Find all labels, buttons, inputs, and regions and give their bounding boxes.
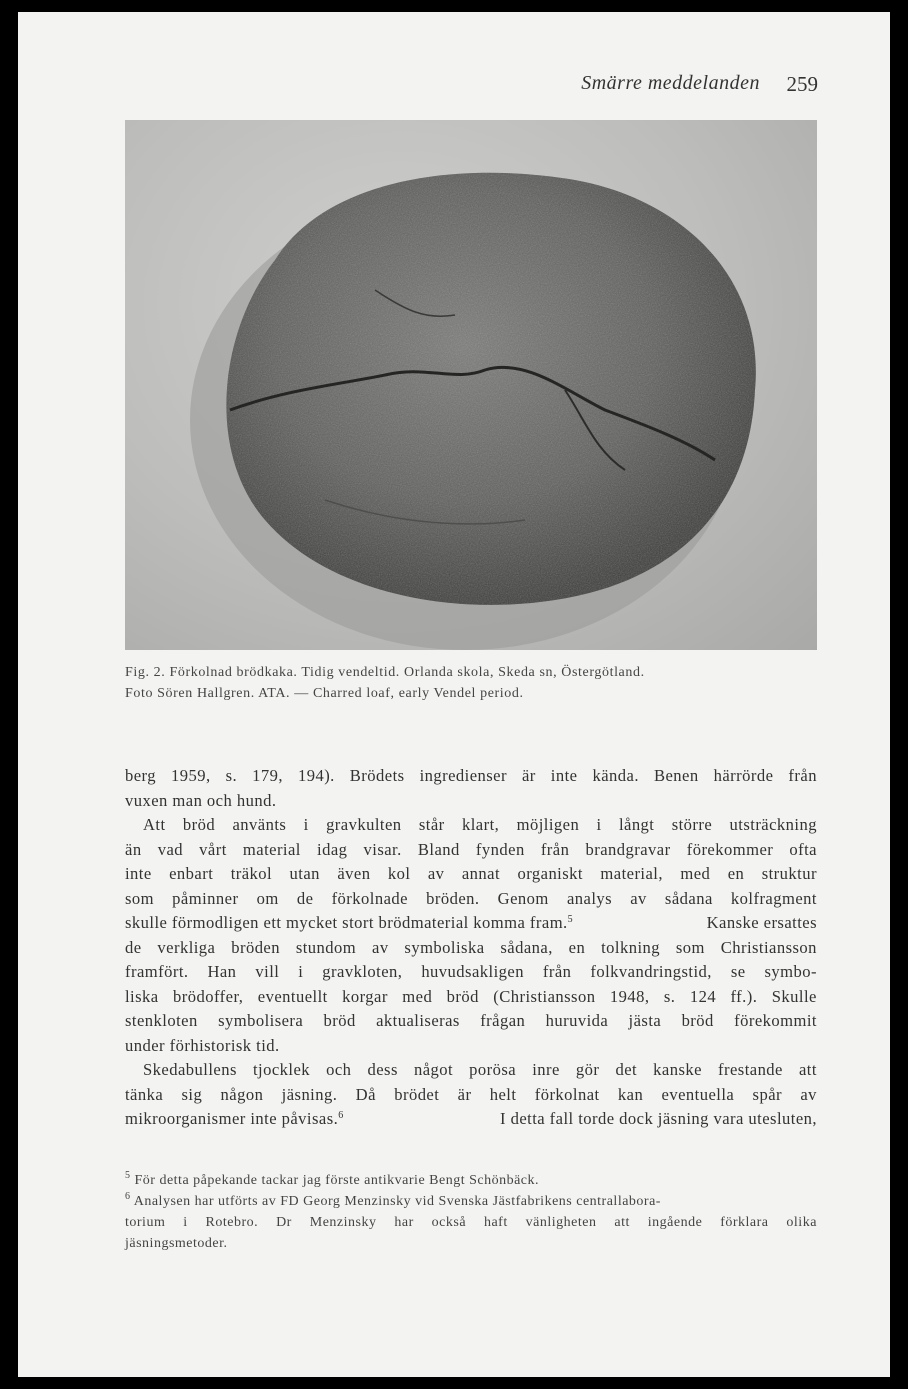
word: 124: [689, 986, 717, 1006]
word: aktualiseras: [376, 1011, 460, 1030]
word: organiskt: [517, 864, 583, 883]
word: i: [596, 815, 602, 834]
word: att: [798, 1060, 817, 1079]
word: tolkning: [601, 937, 660, 957]
word: bröden.: [426, 888, 480, 908]
body-line-with-footnote: [125, 911, 817, 936]
word: härrörde: [713, 766, 774, 785]
page-number: 259: [786, 72, 818, 96]
word: analys: [566, 888, 613, 908]
word: med: [402, 986, 433, 1006]
word: verkliga: [157, 937, 216, 957]
word: långt: [618, 815, 655, 834]
footnote-ref-6[interactable]: 6: [338, 1110, 344, 1121]
word: bröd: [323, 1011, 356, 1030]
word: inre: [532, 1060, 560, 1079]
word: 1959,: [171, 766, 211, 785]
word: brödoffer,: [173, 986, 244, 1006]
word: symbolisera: [218, 1011, 304, 1030]
word: stundom: [295, 937, 357, 957]
word: om: [256, 888, 279, 908]
word: korgar: [342, 986, 388, 1006]
running-title: Smärre meddelanden: [581, 72, 760, 94]
caption-line: Foto Sören Hallgren. ATA. — Charred loaf, early Vendel period.: [125, 686, 524, 701]
word: huvudsakligen: [421, 962, 524, 981]
word: fynden: [475, 839, 525, 859]
word: vill: [255, 962, 280, 981]
word: förkolnat: [534, 1084, 600, 1104]
word: och: [326, 1060, 352, 1079]
word: bröden: [231, 937, 280, 957]
charred-loaf-image: [125, 120, 817, 650]
word: sådana,: [500, 937, 553, 957]
word: med: [680, 864, 711, 883]
word: folkvandringstid,: [590, 962, 712, 981]
word: berg: [125, 766, 156, 785]
footnote-text: Analysen har utförts av FD Georg Menzinsky vid Svenska Jästfabrikens centrallabora-: [133, 1194, 661, 1209]
word: det: [615, 1060, 638, 1079]
word: någon: [220, 1084, 264, 1104]
word: brödet: [394, 1084, 440, 1104]
word: även: [337, 864, 371, 883]
footnote-ref-5[interactable]: 5: [567, 914, 574, 925]
word: symboliska: [404, 937, 485, 957]
word: träkol: [230, 864, 273, 883]
word: en: [568, 937, 586, 957]
word: klart,: [461, 815, 500, 834]
word: kolfragment: [730, 888, 817, 908]
word: stenkloten: [125, 1011, 198, 1030]
word: sig: [181, 1084, 203, 1104]
word: Då: [355, 1084, 376, 1104]
word: spår: [752, 1084, 782, 1104]
word: i: [183, 1215, 188, 1230]
body-line: [125, 764, 817, 789]
word: utsträckning: [729, 815, 817, 834]
body-line: [125, 936, 817, 961]
word: Christiansson: [720, 937, 817, 957]
word: helt: [489, 1084, 517, 1104]
word: de: [296, 888, 314, 908]
word: är: [457, 1084, 472, 1104]
caption-line: Fig. 2. Förkolnad brödkaka. Tidig vendeltid. Orlanda skola, Skeda sn, Östergötland.: [125, 665, 645, 680]
word: Benen: [653, 766, 699, 785]
body-text-fragment: I detta fall torde dock jäsning vara utesluten,: [500, 1109, 817, 1128]
body-line: [125, 1083, 817, 1108]
word: s.: [663, 986, 676, 1006]
word: sådana: [664, 888, 713, 908]
word: förklara: [720, 1215, 769, 1230]
word: annat: [461, 864, 501, 883]
body-line-with-footnote: [125, 1107, 817, 1132]
word: brandgravar: [585, 839, 671, 859]
word: dess: [367, 1060, 398, 1079]
word: 1948,: [609, 986, 650, 1006]
word: kända.: [592, 766, 639, 785]
word: ff.).: [730, 986, 758, 1006]
word: s.: [225, 766, 238, 785]
footnote-6: [125, 1191, 817, 1212]
word: jäsning.: [281, 1084, 338, 1104]
word: 179,: [252, 766, 283, 785]
word: ofta: [789, 839, 817, 859]
body-text-fragment: mikroorganismer inte påvisas.: [125, 1109, 339, 1128]
word: kan: [617, 1084, 644, 1104]
word: inte: [550, 766, 578, 785]
word: 194).: [297, 766, 335, 785]
word: Skulle: [771, 986, 817, 1006]
footnote-6-cont: jäsningsmetoder.: [125, 1236, 228, 1251]
word: framfört.: [125, 962, 189, 981]
word: kol: [387, 864, 411, 883]
word: kanske: [653, 1060, 702, 1079]
body-line: [125, 862, 817, 887]
word: visar.: [363, 839, 402, 859]
word: gravkulten: [326, 815, 402, 834]
word: bröd: [182, 815, 216, 834]
word: av: [372, 937, 389, 957]
body-line: [125, 985, 817, 1010]
word: ingredienser: [419, 766, 507, 785]
word: i: [303, 815, 309, 834]
body-line: [125, 813, 817, 838]
footnote-number: 5: [125, 1170, 131, 1181]
word: inte: [125, 864, 152, 883]
word: möjligen: [516, 815, 580, 834]
word: torium: [125, 1215, 166, 1230]
footnote-5: [125, 1170, 817, 1191]
word: vänligheten: [525, 1215, 597, 1230]
word: förekommer: [686, 839, 774, 859]
word: av: [800, 1084, 817, 1104]
word: förekommit: [734, 1011, 817, 1030]
word: av: [630, 888, 647, 908]
word: Brödets: [349, 766, 405, 785]
word: en: [727, 864, 745, 883]
body-line: [125, 887, 817, 912]
word: Att: [143, 815, 166, 834]
footnote-text: För detta påpekande tackar jag förste antikvarie Bengt Schönbäck.: [134, 1173, 540, 1188]
word: jästa: [628, 1011, 662, 1030]
word: de: [125, 937, 142, 957]
page: [18, 12, 890, 1377]
word: gör: [575, 1060, 600, 1079]
word: än: [125, 839, 142, 859]
body-line: [125, 838, 817, 863]
body-line: [125, 1009, 817, 1034]
word: olika: [786, 1215, 817, 1230]
word: Menzinsky: [309, 1215, 377, 1230]
word: Genom: [497, 888, 549, 908]
word: se: [730, 962, 746, 981]
word: haft: [483, 1215, 508, 1230]
word: har: [394, 1215, 414, 1230]
word: eventuellt: [257, 986, 328, 1006]
word: frestande: [718, 1060, 783, 1079]
word: tjocklek: [252, 1060, 311, 1079]
word: material,: [600, 864, 663, 883]
word: större: [671, 815, 713, 834]
word: Han: [207, 962, 237, 981]
word: ingående: [647, 1215, 703, 1230]
body-text-fragment: skulle förmodligen ett mycket stort brödmaterial komma fram.: [125, 913, 568, 932]
footnote-number: 6: [125, 1191, 131, 1202]
word: från: [540, 839, 570, 859]
word: bröd: [681, 1011, 714, 1030]
figure-caption: [125, 662, 825, 704]
word: av: [427, 864, 445, 883]
word: förkolnade: [331, 888, 408, 908]
word: frågan: [480, 1011, 526, 1030]
word: står: [418, 815, 445, 834]
footnotes: [125, 1170, 817, 1254]
body-text-fragment: Kanske ersattes: [706, 913, 817, 932]
word: är: [521, 766, 536, 785]
word: från: [788, 766, 817, 785]
word: struktur: [761, 864, 817, 883]
word: tänka: [125, 1084, 164, 1104]
footnote-6-cont: [125, 1212, 817, 1233]
word: också: [431, 1215, 467, 1230]
word: material: [242, 839, 301, 859]
word: använts: [232, 815, 287, 834]
word: liska: [125, 986, 159, 1006]
word: huruvida: [545, 1011, 609, 1030]
body-line: [125, 960, 817, 985]
body-line: [125, 1058, 817, 1083]
word: utan: [289, 864, 320, 883]
word: Dr: [276, 1215, 292, 1230]
word: symbo-: [764, 962, 817, 981]
body-line: under förhistorisk tid.: [125, 1035, 280, 1055]
word: som: [125, 888, 155, 908]
word: enbart: [169, 864, 214, 883]
word: idag: [317, 839, 348, 859]
word: (Christiansson: [493, 986, 596, 1006]
word: påminner: [172, 888, 239, 908]
word: vårt: [199, 839, 227, 859]
word: Skedabullens: [143, 1060, 237, 1079]
word: från: [542, 962, 572, 981]
body-line: vuxen man och hund.: [125, 790, 277, 810]
word: vad: [157, 839, 184, 859]
word: i: [298, 962, 304, 981]
figure-photo-charred-loaf: [125, 120, 817, 650]
body-text: [125, 764, 817, 1132]
word: som: [675, 937, 705, 957]
word: Bland: [417, 839, 460, 859]
word: att: [614, 1215, 630, 1230]
word: gravkloten,: [322, 962, 403, 981]
word: Rotebro.: [205, 1215, 259, 1230]
word: eventuella: [661, 1084, 735, 1104]
word: något: [413, 1060, 454, 1079]
word: bröd: [446, 986, 479, 1006]
word: porösa: [469, 1060, 517, 1079]
